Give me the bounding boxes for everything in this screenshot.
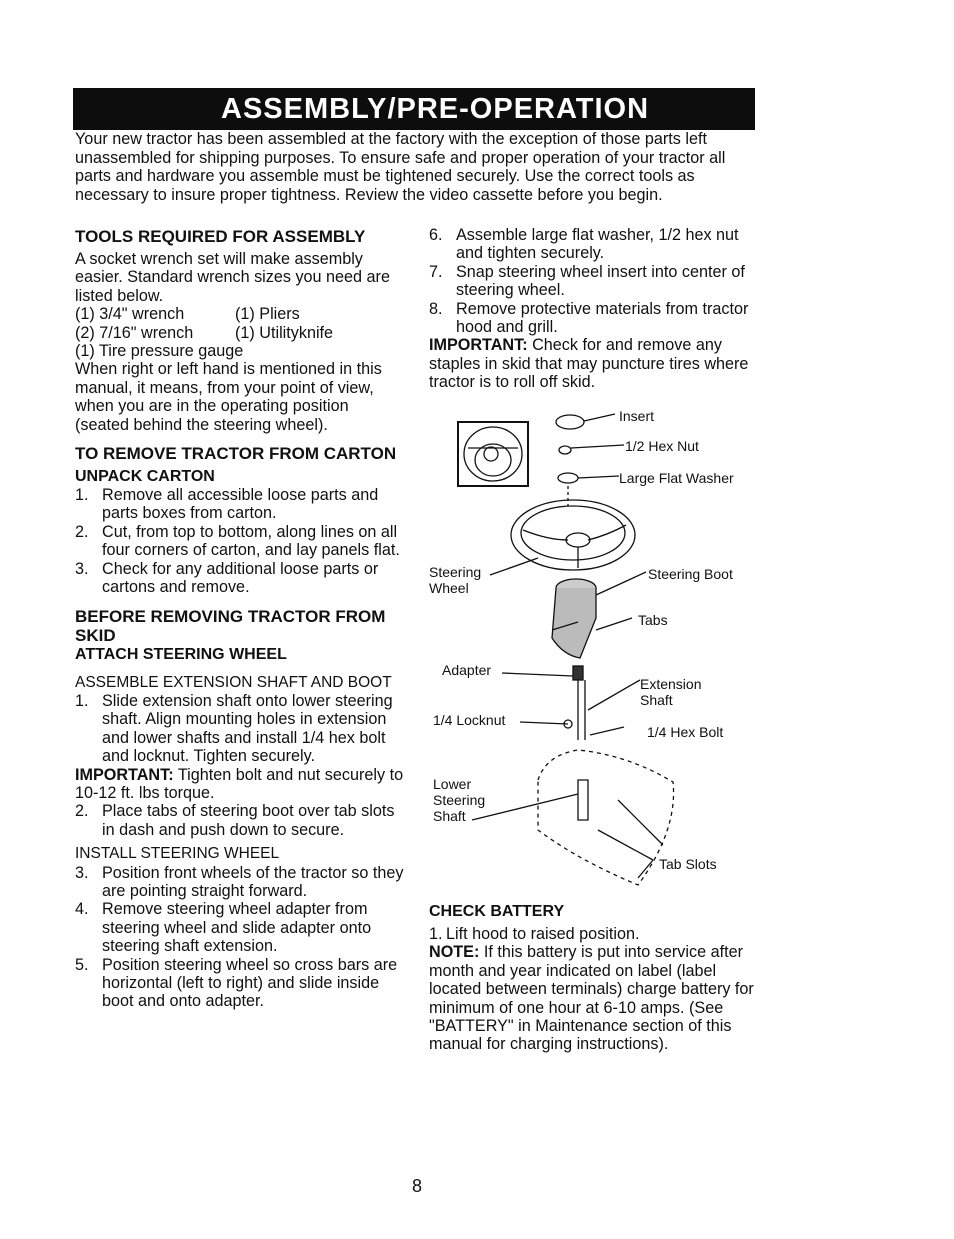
left-column bbox=[75, 227, 405, 1011]
list-item: 2. Cut, from top to bottom, along lines on all four corners of carton, and lay panels flat. bbox=[75, 522, 400, 560]
list-item: 1. Slide extension shaft onto lower steering shaft. Align mounting holes in extension and lower shafts and install 1/4 hex bolt and locknut. Tighten securely. bbox=[75, 691, 393, 766]
list-item: 8. Remove protective materials from tractor hood and grill. bbox=[429, 299, 749, 337]
label-hex-nut: 1/2 Hex Nut bbox=[625, 438, 699, 454]
label-locknut: 1/4 Locknut bbox=[433, 712, 506, 728]
list-item: 4. Remove steering wheel adapter from steering wheel and slide adapter onto steering shaft extension. bbox=[75, 900, 372, 956]
list-item: 1. Remove all accessible loose parts and parts boxes from carton. bbox=[75, 486, 379, 523]
steering-assembly-diagram bbox=[428, 390, 758, 890]
list-item: 3. Position front wheels of the tractor so they are pointing straight forward. bbox=[75, 863, 404, 900]
tool-item: (1) Tire pressure gauge bbox=[75, 342, 244, 361]
install-subheading: INSTALL STEERING WHEEL bbox=[75, 845, 280, 863]
assemble-subheading: ASSEMBLE EXTENSION SHAFT AND BOOT bbox=[75, 673, 392, 691]
wheel-steps bbox=[429, 226, 759, 336]
remove-heading: TO REMOVE TRACTOR FROM CARTON bbox=[75, 444, 397, 464]
battery-heading: CHECK BATTERY bbox=[429, 903, 565, 920]
label-washer: Large Flat Washer bbox=[619, 470, 734, 486]
before-heading: BEFORE REMOVING TRACTOR FROM SKID bbox=[75, 606, 386, 645]
tools-heading: TOOLS REQUIRED FOR ASSEMBLY bbox=[75, 227, 366, 246]
page-number: 8 bbox=[412, 1176, 423, 1196]
tools-text: A socket wrench set will make assembly easier. Standard wrench sizes you need are listed below. bbox=[75, 250, 390, 305]
list-item: 6. Assemble large flat washer, 1/2 hex nut and tighten securely. bbox=[429, 226, 739, 263]
label-extension-shaft: Extension Shaft bbox=[640, 676, 702, 708]
label-tabs: Tabs bbox=[638, 612, 668, 628]
list-item: 5. Position steering wheel so cross bars are horizontal (left to right) and slide inside boot and onto adapter. bbox=[75, 955, 398, 1011]
assemble-steps-2 bbox=[75, 802, 405, 839]
tools-list bbox=[75, 305, 405, 342]
battery-steps bbox=[429, 925, 759, 943]
handedness-note: When right or left hand is mentioned in this manual, it means, from your point of view, when you are in the operating position (seated behind the steering wheel). bbox=[75, 360, 382, 434]
label-lower-shaft: Lower Steering Shaft bbox=[433, 776, 486, 824]
attach-subheading: ATTACH STEERING WHEEL bbox=[75, 645, 287, 663]
label-insert: Insert bbox=[619, 408, 655, 424]
label-tab-slots: Tab Slots bbox=[659, 856, 717, 872]
right-column bbox=[429, 226, 759, 392]
section-banner: ASSEMBLY/PRE-OPERATION bbox=[73, 88, 755, 130]
important-note: IMPORTANT: Tighten bolt and nut securely to 10-12 ft. lbs torque. bbox=[75, 765, 404, 802]
important-note: IMPORTANT: Check for and remove any staples in skid that may puncture tires where tractor is to roll off skid. bbox=[429, 336, 749, 392]
tool-item: (1) Utilityknife bbox=[235, 323, 334, 342]
label-adapter: Adapter bbox=[442, 662, 492, 678]
list-item: 3. Check for any additional loose parts or cartons and remove. bbox=[75, 559, 379, 597]
list-item: 7. Snap steering wheel insert into center of steering wheel. bbox=[429, 262, 745, 300]
install-steps bbox=[75, 864, 405, 1011]
unpack-steps bbox=[75, 486, 405, 596]
label-steering-wheel: Steering Wheel bbox=[429, 564, 482, 596]
battery-note: NOTE: If this battery is put into service after month and year indicated on label (label located between terminals) charge battery for minimum of one hour at 6-10 amps. (See "BATTERY" in Maintenance section of this manual for charging instructions). bbox=[429, 943, 754, 1054]
assemble-steps bbox=[75, 692, 405, 766]
tool-item: (1) 3/4" wrench bbox=[75, 305, 185, 324]
tool-item: (2) 7/16" wrench bbox=[75, 323, 194, 342]
label-steering-boot: Steering Boot bbox=[648, 566, 733, 582]
list-item: 2. Place tabs of steering boot over tab slots in dash and push down to secure. bbox=[75, 802, 395, 839]
label-hex-bolt: 1/4 Hex Bolt bbox=[647, 724, 724, 740]
list-item: 1. Lift hood to raised position. bbox=[429, 925, 640, 943]
tool-item: (1) Pliers bbox=[235, 305, 300, 324]
battery-section bbox=[429, 902, 759, 1054]
unpack-subheading: UNPACK CARTON bbox=[75, 468, 215, 486]
intro-paragraph: Your new tractor has been assembled at the factory with the exception of those parts left unassembled for shipping purposes. To ensure safe and proper operation of your tractor all parts and hardware you assemble must be tightened securely. Use the correct tools as necessary to insure proper tightness. Review the video cassette before you begin. bbox=[75, 130, 726, 204]
